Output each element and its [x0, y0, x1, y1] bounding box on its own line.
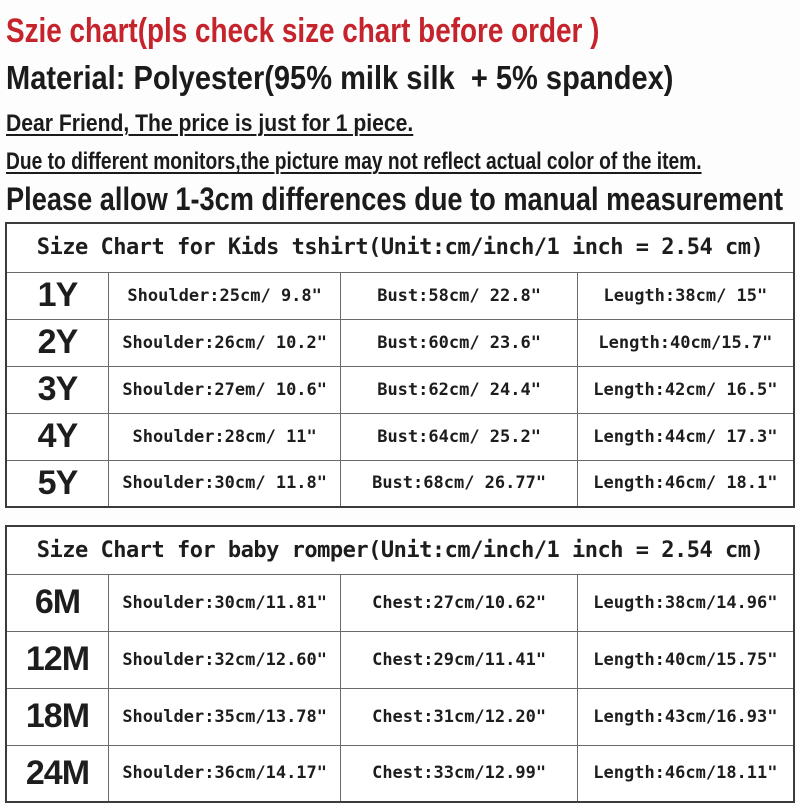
- table-row: [6, 413, 794, 460]
- measurement-tolerance-note: Please allow 1-3cm differences due to manual measurement: [6, 180, 784, 217]
- table-row: [6, 366, 794, 413]
- shoulder-cell: Shoulder:30cm/ 11.8": [108, 460, 340, 507]
- chest-cell: Chest:29cm/11.41": [341, 631, 577, 688]
- kids-tshirt-table-title: Size Chart for Kids tshirt(Unit:cm/inch/1 inch = 2.54 cm): [6, 223, 794, 272]
- bust-cell: Bust:58cm/ 22.8": [341, 272, 577, 319]
- chest-cell: Chest:33cm/12.99": [341, 745, 577, 802]
- size-cell: 1Y: [6, 272, 108, 319]
- shoulder-cell: Shoulder:27em/ 10.6": [108, 366, 340, 413]
- table-title-row: [6, 223, 794, 272]
- baby-romper-table-title: Size Chart for baby romper(Unit:cm/inch/1 inch = 2.54 cm): [6, 526, 794, 574]
- size-cell: 4Y: [6, 413, 108, 460]
- size-cell: 12M: [6, 631, 108, 688]
- size-cell: 18M: [6, 688, 108, 745]
- shoulder-cell: Shoulder:36cm/14.17": [108, 745, 340, 802]
- table-row: [6, 460, 794, 507]
- table-row: [6, 745, 794, 802]
- bust-cell: Bust:62cm/ 24.4": [341, 366, 577, 413]
- shoulder-cell: Shoulder:35cm/13.78": [108, 688, 340, 745]
- shoulder-cell: Shoulder:32cm/12.60": [108, 631, 340, 688]
- length-cell: Length:42cm/ 16.5": [577, 366, 794, 413]
- table-row: [6, 319, 794, 366]
- table-row: [6, 631, 794, 688]
- table-row: [6, 688, 794, 745]
- length-cell: Length:46cm/18.11": [577, 745, 794, 802]
- bust-cell: Bust:60cm/ 23.6": [341, 319, 577, 366]
- baby-romper-size-table: [5, 525, 795, 803]
- length-cell: Length:40cm/15.7": [577, 319, 794, 366]
- kids-tshirt-size-table: [5, 222, 795, 508]
- size-cell: 24M: [6, 745, 108, 802]
- length-cell: Length:44cm/ 17.3": [577, 413, 794, 460]
- size-cell: 3Y: [6, 366, 108, 413]
- chest-cell: Chest:31cm/12.20": [341, 688, 577, 745]
- size-cell: 2Y: [6, 319, 108, 366]
- length-cell: Length:43cm/16.93": [577, 688, 794, 745]
- size-cell: 6M: [6, 574, 108, 631]
- table-row: [6, 272, 794, 319]
- size-chart-warning-heading: Szie chart(pls check size chart before order ): [6, 12, 600, 50]
- bust-cell: Bust:64cm/ 25.2": [341, 413, 577, 460]
- length-cell: Leugth:38cm/14.96": [577, 574, 794, 631]
- shoulder-cell: Shoulder:30cm/11.81": [108, 574, 340, 631]
- length-cell: Length:40cm/15.75": [577, 631, 794, 688]
- length-cell: Length:46cm/ 18.1": [577, 460, 794, 507]
- table-row: [6, 574, 794, 631]
- shoulder-cell: Shoulder:28cm/ 11": [108, 413, 340, 460]
- table-title-row: [6, 526, 794, 574]
- size-cell: 5Y: [6, 460, 108, 507]
- monitor-color-note: Due to different monitors,the picture may not reflect actual color of the item.: [6, 148, 702, 176]
- price-note: Dear Friend, The price is just for 1 piece.: [6, 109, 414, 137]
- bust-cell: Bust:68cm/ 26.77": [341, 460, 577, 507]
- length-cell: Leugth:38cm/ 15": [577, 272, 794, 319]
- notice-header: [0, 0, 800, 217]
- shoulder-cell: Shoulder:25cm/ 9.8": [108, 272, 340, 319]
- shoulder-cell: Shoulder:26cm/ 10.2": [108, 319, 340, 366]
- chest-cell: Chest:27cm/10.62": [341, 574, 577, 631]
- material-heading: Material: Polyester(95% milk silk + 5% spandex): [6, 58, 674, 96]
